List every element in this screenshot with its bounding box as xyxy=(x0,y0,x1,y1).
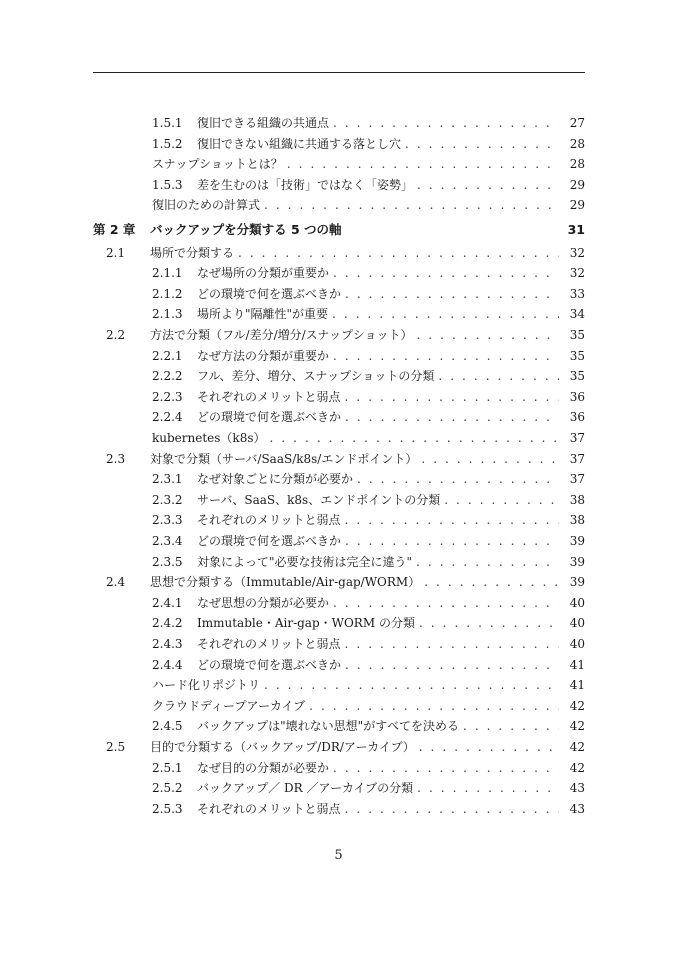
toc-entry-title: どの環境で何を選ぶべきか xyxy=(197,410,342,425)
toc-entry-number: 2.4.4 xyxy=(152,657,183,672)
toc-entry-number: 2.5 xyxy=(106,740,126,754)
dot-leader xyxy=(345,510,559,530)
toc-entry-title: バックアップ／ DR ／アーカイブの分類 xyxy=(197,781,414,796)
toc-entry-title: 差を生むのは「技術」ではなく「姿勢」 xyxy=(197,177,414,192)
toc-entry-number: 1.5.3 xyxy=(152,177,183,192)
dot-leader xyxy=(424,572,559,592)
toc-entry[interactable] xyxy=(0,113,677,133)
toc-entry-page: 40 xyxy=(569,637,585,651)
toc-entry-page: 36 xyxy=(569,389,585,404)
toc-entry-title: 目的で分類する（バックアップ/DR/アーカイブ） xyxy=(150,740,415,754)
dot-leader xyxy=(417,175,559,195)
toc-entry-page: 43 xyxy=(569,781,585,796)
toc-entry[interactable] xyxy=(0,428,677,448)
toc-entry-page: 36 xyxy=(569,410,585,425)
dot-leader xyxy=(345,531,559,551)
toc-entry[interactable] xyxy=(0,134,677,154)
toc-entry[interactable] xyxy=(0,737,677,757)
toc-entry-title: どの環境で何を選ぶべきか xyxy=(197,286,342,301)
toc-entry-page: 38 xyxy=(569,513,585,528)
toc-entry-page: 35 xyxy=(569,328,585,342)
toc-entry-page: 43 xyxy=(569,801,585,816)
toc-entry[interactable] xyxy=(0,490,677,510)
toc-entry-page: 29 xyxy=(569,177,585,192)
toc-entry-line xyxy=(197,134,585,154)
toc-entry-number: 2.3 xyxy=(106,451,126,466)
toc-entry-number: 2.3.2 xyxy=(152,492,183,507)
toc-entry[interactable] xyxy=(0,346,677,366)
toc-entry[interactable] xyxy=(0,696,677,716)
toc-entry-line xyxy=(197,758,585,778)
toc-entry-title: フル、差分、増分、スナップショットの分類 xyxy=(197,369,435,384)
toc-entry-number: 2.3.5 xyxy=(152,554,183,569)
toc-entry-line xyxy=(197,799,585,819)
dot-leader xyxy=(421,449,559,469)
toc-entry-page: 41 xyxy=(569,678,585,693)
toc-entry-number: 2.2 xyxy=(106,328,126,342)
toc-entry-title: kubernetes（k8s） xyxy=(152,431,266,445)
toc-entry[interactable] xyxy=(0,716,677,736)
toc-entry-line xyxy=(197,113,585,133)
toc-entry-line xyxy=(197,407,585,427)
dot-leader xyxy=(264,195,559,215)
dot-leader xyxy=(416,552,559,572)
toc-entry-page: 40 xyxy=(569,595,585,610)
toc-entry-page: 28 xyxy=(569,136,585,151)
toc-entry-number: 2.2.4 xyxy=(152,410,183,425)
dot-leader xyxy=(345,387,559,407)
toc-entry-title: どの環境で何を選ぶべきか xyxy=(197,534,342,548)
dot-leader xyxy=(287,154,559,174)
toc-entry[interactable] xyxy=(0,366,677,386)
toc-entry-title: 復旧できない組織に共通する落とし穴 xyxy=(197,136,402,151)
dot-leader xyxy=(345,799,559,819)
toc-entry-page: 42 xyxy=(569,760,585,775)
toc-entry[interactable] xyxy=(0,154,677,174)
toc-entry-page: 32 xyxy=(569,245,585,260)
toc-entry-line xyxy=(197,634,585,654)
toc-entry-page: 37 xyxy=(569,431,585,445)
toc-entry[interactable] xyxy=(0,634,677,654)
toc-entry-title: 場所より"隔離性"が重要 xyxy=(197,307,329,322)
toc-entry-title: 対象によって"必要な技術は完全に違う" xyxy=(197,554,413,569)
toc-entry-page: 42 xyxy=(569,698,585,713)
toc-entry[interactable] xyxy=(0,220,677,240)
toc-entry-number: 2.1.3 xyxy=(152,307,183,322)
toc-entry-line xyxy=(197,510,585,530)
toc-entry-line xyxy=(197,613,585,633)
toc-entry-title: 場所で分類する xyxy=(150,245,235,260)
toc-entry-page: 32 xyxy=(569,266,585,281)
toc-entry-page: 37 xyxy=(569,472,585,487)
toc-entry-title: 対象で分類（サーバ/SaaS/k8s/エンドポイント） xyxy=(150,451,418,466)
toc-entry-title: ハード化リポジトリ xyxy=(152,678,261,693)
toc-entry-page: 39 xyxy=(569,534,585,548)
toc-entry-number: 2.3.1 xyxy=(152,472,183,487)
toc-entry-page: 31 xyxy=(567,222,585,237)
toc-entry-line xyxy=(150,449,585,469)
toc-entry-line xyxy=(197,346,585,366)
toc-entry-title: なぜ対象ごとに分類が必要か xyxy=(197,472,354,487)
toc-entry-title: バックアップを分類する 5 つの軸 xyxy=(150,222,342,237)
dot-leader xyxy=(345,407,559,427)
toc-entry-page: 28 xyxy=(569,157,585,172)
toc-entry-title: 復旧のための計算式 xyxy=(152,198,261,213)
toc-entry-title: 方法で分類（フル/差分/増分/スナップショット） xyxy=(150,328,413,342)
dot-leader xyxy=(438,366,559,386)
toc-entry-line xyxy=(152,154,585,174)
toc-entry-line xyxy=(197,531,585,551)
toc-entry-line xyxy=(150,572,585,592)
toc-entry[interactable] xyxy=(0,799,677,819)
header-rule xyxy=(93,72,585,73)
toc-entry-line xyxy=(197,175,585,195)
toc-entry-line xyxy=(150,220,585,240)
toc-entry-number: 2.3.4 xyxy=(152,534,183,548)
toc-entry-page: 33 xyxy=(569,286,585,301)
dot-leader xyxy=(332,304,559,324)
toc-entry-title: なぜ方法の分類が重要か xyxy=(197,348,330,363)
toc-entry-line xyxy=(197,716,585,736)
toc-entry-title: Immutable・Air-gap・WORM の分類 xyxy=(197,616,415,631)
dot-leader xyxy=(333,113,559,133)
toc-entry-number: 2.4 xyxy=(106,575,126,590)
toc-entry-number: 1.5.2 xyxy=(152,136,183,151)
toc-entry-page: 42 xyxy=(569,740,585,754)
toc-entry-number: 1.5.1 xyxy=(152,116,183,130)
toc-entry[interactable] xyxy=(0,407,677,427)
toc-entry-line xyxy=(197,593,585,613)
toc-entry[interactable] xyxy=(0,675,677,695)
toc-entry-number: 2.2.3 xyxy=(152,389,183,404)
toc-entry-line xyxy=(197,366,585,386)
toc-entry-line xyxy=(150,325,585,345)
dot-leader xyxy=(333,758,559,778)
toc-entry-page: 29 xyxy=(569,198,585,213)
toc-entry-number: 2.4.1 xyxy=(152,595,183,610)
toc-entry-line xyxy=(152,428,585,448)
dot-leader xyxy=(333,263,559,283)
dot-leader xyxy=(419,613,559,633)
toc-entry-title: それぞれのメリットと弱点 xyxy=(197,513,341,528)
dot-leader xyxy=(405,134,559,154)
toc-entry-page: 27 xyxy=(569,116,585,130)
dot-leader xyxy=(444,490,559,510)
toc-entry[interactable] xyxy=(0,175,677,195)
toc-entry-title: なぜ思想の分類が必要か xyxy=(197,595,330,610)
toc-entry-number: 2.5.3 xyxy=(152,801,183,816)
toc-entry-line xyxy=(197,552,585,572)
toc-entry[interactable] xyxy=(0,655,677,675)
toc-entry-title: なぜ目的の分類が必要か xyxy=(197,760,330,775)
toc-entry-line xyxy=(152,195,585,215)
toc-entry-line xyxy=(197,304,585,324)
toc-entry-page: 38 xyxy=(569,492,585,507)
toc-entry[interactable] xyxy=(0,510,677,530)
toc-entry-page: 35 xyxy=(569,348,585,363)
toc-entry-number: 2.4.2 xyxy=(152,616,183,631)
toc-entry[interactable] xyxy=(0,325,677,345)
toc-entry-title: スナップショットとは？ xyxy=(152,157,283,172)
toc-entry-number: 2.2.1 xyxy=(152,348,183,363)
toc-entry[interactable] xyxy=(0,304,677,324)
toc-entry[interactable] xyxy=(0,758,677,778)
dot-leader xyxy=(416,325,559,345)
toc-entry-page: 39 xyxy=(569,554,585,569)
page-number: 5 xyxy=(334,848,343,863)
toc-entry[interactable] xyxy=(0,613,677,633)
dot-leader xyxy=(270,428,560,448)
toc-entry-title: クラウドディープアーカイブ xyxy=(152,698,306,713)
dot-leader xyxy=(238,243,559,263)
toc-entry-page: 35 xyxy=(569,369,585,384)
dot-leader xyxy=(264,675,559,695)
toc-entry-page: 34 xyxy=(569,307,585,322)
toc-entry-page: 42 xyxy=(569,719,585,734)
toc-entry[interactable] xyxy=(0,531,677,551)
toc-entry-line xyxy=(197,655,585,675)
toc-entry[interactable] xyxy=(0,552,677,572)
toc-entry[interactable] xyxy=(0,284,677,304)
toc-entry-page: 39 xyxy=(569,575,585,590)
toc-entry-page: 37 xyxy=(569,451,585,466)
toc-entry-number: 2.5.2 xyxy=(152,781,183,796)
toc-entry-title: それぞれのメリットと弱点 xyxy=(197,637,341,651)
toc-entry-number: 2.4.5 xyxy=(152,719,183,734)
dot-leader xyxy=(463,716,559,736)
toc-entry-line xyxy=(152,696,585,716)
toc-entry-number: 2.2.2 xyxy=(152,369,183,384)
toc-entry[interactable] xyxy=(0,263,677,283)
dot-leader xyxy=(345,634,559,654)
toc-entry-title: それぞれのメリットと弱点 xyxy=(197,389,341,404)
toc-entry[interactable] xyxy=(0,195,677,215)
toc-entry[interactable] xyxy=(0,593,677,613)
toc-entry-line xyxy=(150,243,585,263)
toc-entry[interactable] xyxy=(0,778,677,798)
dot-leader xyxy=(417,778,559,798)
toc-entry-title: なぜ場所の分類が重要か xyxy=(197,266,330,281)
toc-entry-line xyxy=(197,778,585,798)
dot-leader xyxy=(333,346,559,366)
toc-entry[interactable] xyxy=(0,387,677,407)
toc-entry[interactable] xyxy=(0,449,677,469)
toc-entry-line xyxy=(197,284,585,304)
toc-entry-title: どの環境で何を選ぶべきか xyxy=(197,657,342,672)
dot-leader xyxy=(345,284,559,304)
toc-entry[interactable] xyxy=(0,469,677,489)
toc-entry-number: 2.3.3 xyxy=(152,513,183,528)
toc-entry-number: 第 2 章 xyxy=(93,222,136,237)
toc-entry-title: 思想で分類する（Immutable/Air-gap/WORM） xyxy=(150,575,421,590)
toc-entry-line xyxy=(197,490,585,510)
dot-leader xyxy=(309,696,559,716)
toc-entry-number: 2.1.2 xyxy=(152,286,183,301)
toc-entry-number: 2.1.1 xyxy=(152,266,183,281)
toc-entry-title: バックアップは"壊れない思想"がすべてを決める xyxy=(197,719,459,734)
toc-entry-line xyxy=(150,737,585,757)
toc-entry-page: 40 xyxy=(569,616,585,631)
toc-entry[interactable] xyxy=(0,243,677,263)
toc-entry-title: サーバ、SaaS、k8s、エンドポイントの分類 xyxy=(197,492,441,507)
toc-entry-line xyxy=(197,469,585,489)
toc-entry-number: 2.4.3 xyxy=(152,637,183,651)
toc-entry-page: 41 xyxy=(569,657,585,672)
toc-entry-title: 復旧できる組織の共通点 xyxy=(197,116,330,130)
dot-leader xyxy=(345,655,559,675)
dot-leader xyxy=(419,737,559,757)
toc-entry-title: それぞれのメリットと弱点 xyxy=(197,801,341,816)
toc-entry-line xyxy=(197,387,585,407)
dot-leader xyxy=(357,469,559,489)
toc-entry[interactable] xyxy=(0,572,677,592)
dot-leader xyxy=(333,593,559,613)
toc-entry-line xyxy=(197,263,585,283)
toc-entry-line xyxy=(152,675,585,695)
toc-entry-number: 2.5.1 xyxy=(152,760,183,775)
toc-entry-number: 2.1 xyxy=(106,245,126,260)
